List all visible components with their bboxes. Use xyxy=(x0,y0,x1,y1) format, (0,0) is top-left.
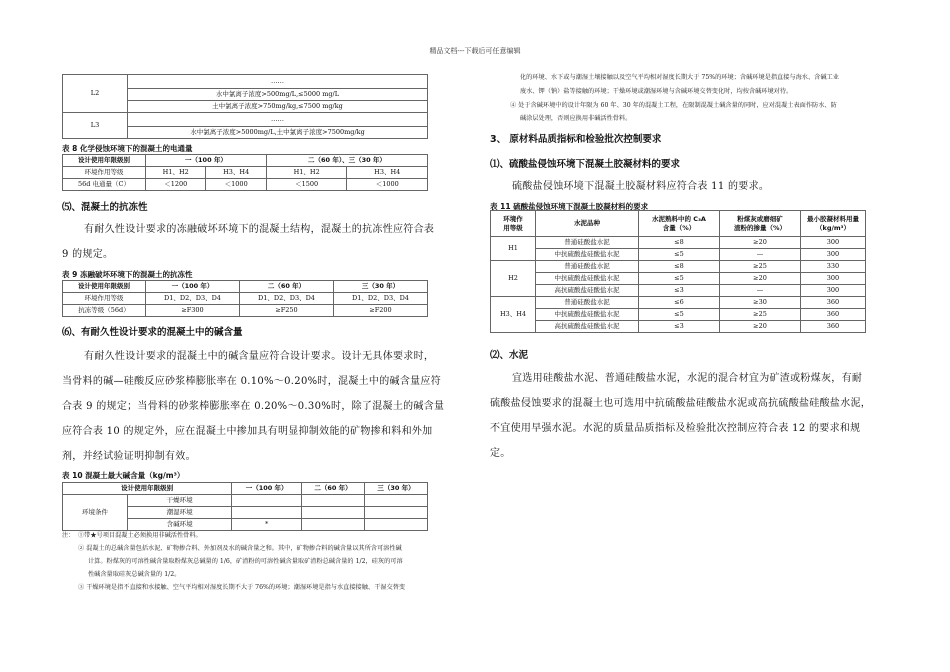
cell: 环境作用等级 xyxy=(63,167,146,179)
th xyxy=(639,211,720,237)
table11-caption: 表 11 硫酸盐侵蚀环境下混凝土胶凝材料的要求 xyxy=(490,202,649,211)
th: 设计使用年限级别 xyxy=(63,281,146,293)
th-line: 水泥熟料中的 C₃A xyxy=(652,215,706,224)
table11 xyxy=(490,210,866,333)
cell xyxy=(364,495,427,507)
cell: ≤5 xyxy=(639,273,720,285)
note: 碱涂层处理，否则应换用非碱活性骨料。 xyxy=(520,115,632,122)
note: 性碱含量取硅灰总碱含量的 1/2。 xyxy=(88,571,181,578)
section-6-heading: ⑹、有耐久性设计要求的混凝土中的碱含量 xyxy=(62,327,243,338)
th: 二（60 年） xyxy=(240,281,334,293)
cell: ≤3 xyxy=(639,285,720,297)
cell: H1、H2 xyxy=(146,167,206,179)
th xyxy=(801,211,866,237)
cell: ≤8 xyxy=(639,261,720,273)
note: ④ 处于含碱环境中的设计年限为 60 年、30 年的混凝土工程，在限制混凝土碱含量的同时，应对混凝土表面作防水、防 xyxy=(510,102,837,109)
section-5-heading: ⑸、混凝土的抗冻性 xyxy=(62,202,148,213)
cell: H3、H4 xyxy=(206,167,266,179)
cell xyxy=(301,495,364,507)
cell: 高抗硫酸盐硅酸盐水泥 xyxy=(536,285,639,297)
paragraph: 定。 xyxy=(490,448,511,459)
cell: 360 xyxy=(801,309,866,321)
cell: 300 xyxy=(801,237,866,249)
cell: * xyxy=(232,519,302,531)
cell: 土中氯离子浓度>750mg/kg,≤7500 mg/kg xyxy=(128,101,428,113)
cell: 高抗硫酸盐硅酸盐水泥 xyxy=(536,321,639,333)
cell: 干燥环境 xyxy=(128,495,232,507)
cell: ≥20 xyxy=(720,321,801,333)
cell: 360 xyxy=(801,321,866,333)
paragraph: 有耐久性设计要求的混凝土中的碱含量应符合设计要求。设计无具体要求时， xyxy=(84,351,435,362)
paragraph: 应符合表 10 的规定外，应在混凝土中掺加具有明显抑制效能的矿物掺和料和外加 xyxy=(62,426,433,437)
paragraph: 当骨料的碱—硅酸反应砂浆棒膨胀率在 0.10%～0.20%时，混凝土中的碱含量应符 xyxy=(62,376,442,387)
paragraph: 硫酸盐侵蚀要求的混凝土也可选用中抗硫酸盐硅酸盐水泥或高抗硫酸盐硅酸盐水泥， xyxy=(490,398,872,409)
cell: ≥F200 xyxy=(334,305,428,317)
section-3-2-heading: ⑵、水泥 xyxy=(490,350,529,361)
paragraph: 硫酸盐侵蚀环境下混凝土胶凝材料应符合表 11 的要求。 xyxy=(512,181,770,192)
cell: ≤6 xyxy=(639,297,720,309)
section-3-heading: 3、 原材料品质指标和检验批次控制要求 xyxy=(490,134,662,145)
cell: 300 xyxy=(801,249,866,261)
cell: H3、H4 xyxy=(491,297,536,333)
cell: ≤3 xyxy=(639,321,720,333)
th: 水泥品种 xyxy=(536,211,639,237)
grade-l3: L3 xyxy=(63,113,128,139)
cell: ＜1000 xyxy=(347,179,428,191)
th: 二（60 年）、三（30 年） xyxy=(266,155,427,167)
note: 化的环境、水下或与潮湿土壤接触以及空气平均相对湿度长期大于 75%的环境；含碱环境是指直接与海水、含碱工业 xyxy=(520,74,839,81)
cell: 环境条件 xyxy=(63,495,128,531)
cell: ≥20 xyxy=(720,273,801,285)
cell xyxy=(301,519,364,531)
note: ③ 干燥环境是指不直接和水接触、空气平均相对湿度长期不大于 76%的环境；潮湿环境是指与水直接接触、干湿交替变 xyxy=(78,584,406,591)
cell: — xyxy=(720,249,801,261)
cell: 330 xyxy=(801,261,866,273)
cell: 360 xyxy=(801,297,866,309)
th-line: （kg/m³） xyxy=(816,223,850,232)
cell: 水中氯离子浓度>500mg/L,≤5000 mg/L xyxy=(128,89,428,101)
table9-caption: 表 9 冻融破坏环境下的混凝土的抗冻性 xyxy=(62,270,193,279)
th-line: 粉煤灰或磨细矿 xyxy=(737,215,783,224)
note: ② 混凝土的总碱含量包括水泥、矿物掺合料、外加剂及水的碱含量之和。其中，矿物掺合料的碱含量以其所含可溶性碱 xyxy=(78,545,402,552)
th-line: 最小胶凝材料用量 xyxy=(807,215,859,224)
cell: ≤5 xyxy=(639,249,720,261)
cell: ≤5 xyxy=(639,309,720,321)
cell: H1、H2 xyxy=(266,167,347,179)
cell: ≥F250 xyxy=(240,305,334,317)
cell: ≥20 xyxy=(720,237,801,249)
paragraph: 宜选用硅酸盐水泥、普通硅酸盐水泥，水泥的混合材宜为矿渣或粉煤灰，有耐 xyxy=(512,373,863,384)
table10 xyxy=(62,482,428,531)
cell: D1、D2、D3、D4 xyxy=(334,293,428,305)
cell: ≥F300 xyxy=(146,305,240,317)
th: 设计使用年限级别 xyxy=(63,483,232,495)
cell: 抗冻等级（56d） xyxy=(63,305,146,317)
cell: D1、D2、D3、D4 xyxy=(240,293,334,305)
cell: 中抗硫酸盐硅酸盐水泥 xyxy=(536,309,639,321)
th: 一（100 年） xyxy=(232,483,302,495)
th: 三（30 年） xyxy=(364,483,427,495)
cell: H1 xyxy=(491,237,536,261)
paragraph: 有耐久性设计要求的冻融破坏环境下的混凝土结构，混凝土的抗冻性应符合表 xyxy=(84,224,435,235)
table8 xyxy=(62,154,428,191)
cell: ≥30 xyxy=(720,297,801,309)
cell: 中抗硫酸盐硅酸盐水泥 xyxy=(536,249,639,261)
cell: 中抗硫酸盐硅酸盐水泥 xyxy=(536,273,639,285)
page-header: 精品文档---下载后可任意编辑 xyxy=(429,47,521,55)
cell: 300 xyxy=(801,285,866,297)
cell: …… xyxy=(128,75,428,89)
paragraph: 9 的规定。 xyxy=(62,249,114,260)
grade-l2: L2 xyxy=(63,75,128,113)
paragraph: 不宜使用早强水泥。水泥的质量品质指标及检验批次控制应符合表 12 的要求和规 xyxy=(490,423,861,434)
cell: — xyxy=(720,285,801,297)
cell: …… xyxy=(128,113,428,127)
paragraph: 合表 9 的规定；当骨料的砂浆棒膨胀率在 0.20%～0.30%时，除了混凝土的碱含量 xyxy=(62,401,445,412)
cell: 潮湿环境 xyxy=(128,507,232,519)
notes-label: 注： xyxy=(62,532,75,539)
table10-caption: 表 10 混凝土最大碱含量（kg/m³） xyxy=(62,471,185,480)
cell: D1、D2、D3、D4 xyxy=(146,293,240,305)
cell: 普通硅酸盐水泥 xyxy=(536,261,639,273)
cell: 56d 电通量（C） xyxy=(63,179,146,191)
th: 三（30 年） xyxy=(334,281,428,293)
cell: ≥25 xyxy=(720,261,801,273)
cell xyxy=(232,507,302,519)
note: 计算。粉煤灰的可溶性碱含量取粉煤灰总碱量的 1/6，矿渣粉的可溶性碱含量取矿渣粉总碱含量的 1/2，硅灰的可溶 xyxy=(88,558,403,565)
th-line: 用等级 xyxy=(503,223,523,232)
th: 设计使用年限级别 xyxy=(63,155,146,167)
cell: 含碱环境 xyxy=(128,519,232,531)
cell: H3、H4 xyxy=(347,167,428,179)
section-3-1-heading: ⑴、硫酸盐侵蚀环境下混凝土胶凝材料的要求 xyxy=(490,159,681,170)
cell: ＜1500 xyxy=(266,179,347,191)
chloride-table xyxy=(62,74,428,139)
cell: 环境作用等级 xyxy=(63,293,146,305)
cell: H2 xyxy=(491,261,536,297)
table8-caption: 表 8 化学侵蚀环境下的混凝土的电通量 xyxy=(62,144,193,153)
table9 xyxy=(62,280,428,317)
cell: 普通硅酸盐水泥 xyxy=(536,237,639,249)
cell xyxy=(364,507,427,519)
th-line: 环境作 xyxy=(503,215,523,224)
cell: 300 xyxy=(801,273,866,285)
cell xyxy=(232,495,302,507)
th-line: 含量（%） xyxy=(662,223,696,232)
cell xyxy=(301,507,364,519)
cell: ≤8 xyxy=(639,237,720,249)
cell: ＜1200 xyxy=(146,179,206,191)
th: 一（100 年） xyxy=(146,155,267,167)
cell xyxy=(364,519,427,531)
th xyxy=(491,211,536,237)
cell: ＜1000 xyxy=(206,179,266,191)
cell: 普通硅酸盐水泥 xyxy=(536,297,639,309)
cell: 水中氯离子浓度>5000mg/L,土中氯离子浓度>7500mg/kg xyxy=(128,127,428,139)
th xyxy=(720,211,801,237)
th: 一（100 年） xyxy=(146,281,240,293)
th: 二（60 年） xyxy=(301,483,364,495)
cell: ≥25 xyxy=(720,309,801,321)
paragraph: 剂，并经试验证明抑制有效。 xyxy=(62,451,196,462)
th-line: 渣粉的掺量（%） xyxy=(733,223,786,232)
note: 废水、钾（钠）盐等接触的环境；干燥环境或潮湿环境与含碱环境交替变化时，均按含碱环境对待。 xyxy=(520,88,793,95)
note: ①带★号项目混凝土必须换用非碱活性骨料。 xyxy=(78,532,202,539)
